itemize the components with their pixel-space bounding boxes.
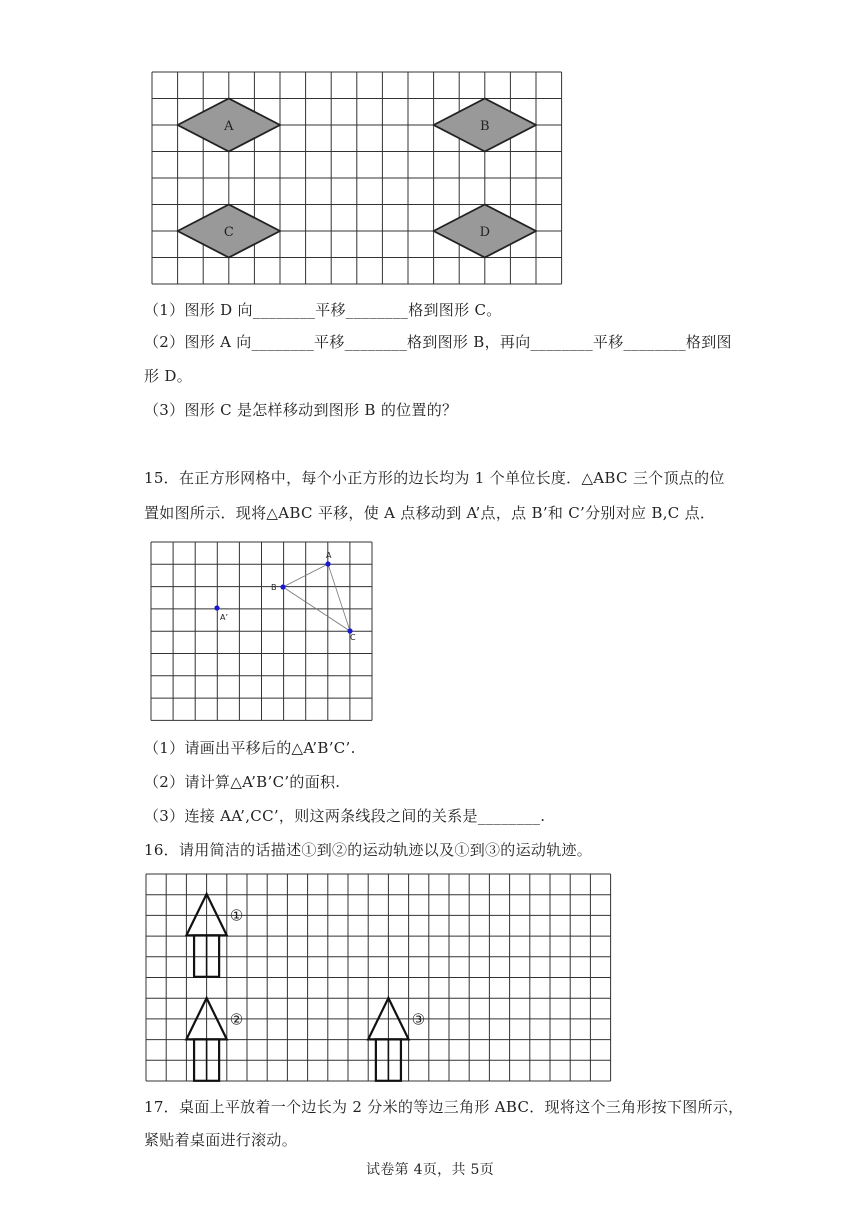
- q17-stem-line2: 紧贴着桌面进行滚动。: [144, 1131, 298, 1149]
- q14-sub2-line1: （2）图形 A 向________平移________格到图形 B，再向________平移________格到图: [144, 333, 732, 351]
- label-b: B: [271, 583, 277, 592]
- shape-marker: ③: [411, 1010, 426, 1029]
- q14-sub3: （3）图形 C 是怎样移动到图形 B 的位置的？: [144, 401, 458, 419]
- shape-marker: ①: [229, 906, 244, 925]
- q15-sub2: （2）请计算△A’B’C’的面积.: [144, 773, 341, 791]
- q14-shape-label: A: [224, 119, 234, 134]
- page-footer: 试卷第 4页，共 5页: [366, 1162, 495, 1178]
- shape-marker: ②: [229, 1010, 244, 1029]
- label-a-prime: A’: [220, 613, 229, 622]
- q14-shape-label: C: [223, 225, 234, 240]
- q14-sub2-line2: 形 D。: [144, 367, 192, 385]
- q16-stem: 16．请用简洁的话描述①到②的运动轨迹以及①到③的运动轨迹。: [144, 841, 593, 859]
- q14-shape-label: B: [480, 119, 490, 134]
- q17-stem-line1: 17．桌面上平放着一个边长为 2 分米的等边三角形 ABC．现将这个三角形按下图所示，: [144, 1098, 744, 1116]
- q14-sub1: （1）图形 D 向________平移________格到图形 C。: [144, 301, 502, 319]
- q15-sub1: （1）请画出平移后的△A’B’C’.: [144, 739, 356, 757]
- q15-sub3: （3）连接 AA’,CC’，则这两条线段之间的关系是________.: [144, 807, 546, 825]
- q15-stem-line1: 15．在正方形网格中，每个小正方形的边长均为 1 个单位长度．△ABC 三个顶点的位: [144, 469, 725, 487]
- q15-stem-line2: 置如图所示．现将△ABC 平移，使 A 点移动到 A’点，点 B’和 C’分别对应 B,C 点．: [144, 504, 716, 522]
- q14-shape-label: D: [479, 225, 491, 240]
- label-a: A: [326, 551, 332, 560]
- label-c: C: [350, 633, 356, 642]
